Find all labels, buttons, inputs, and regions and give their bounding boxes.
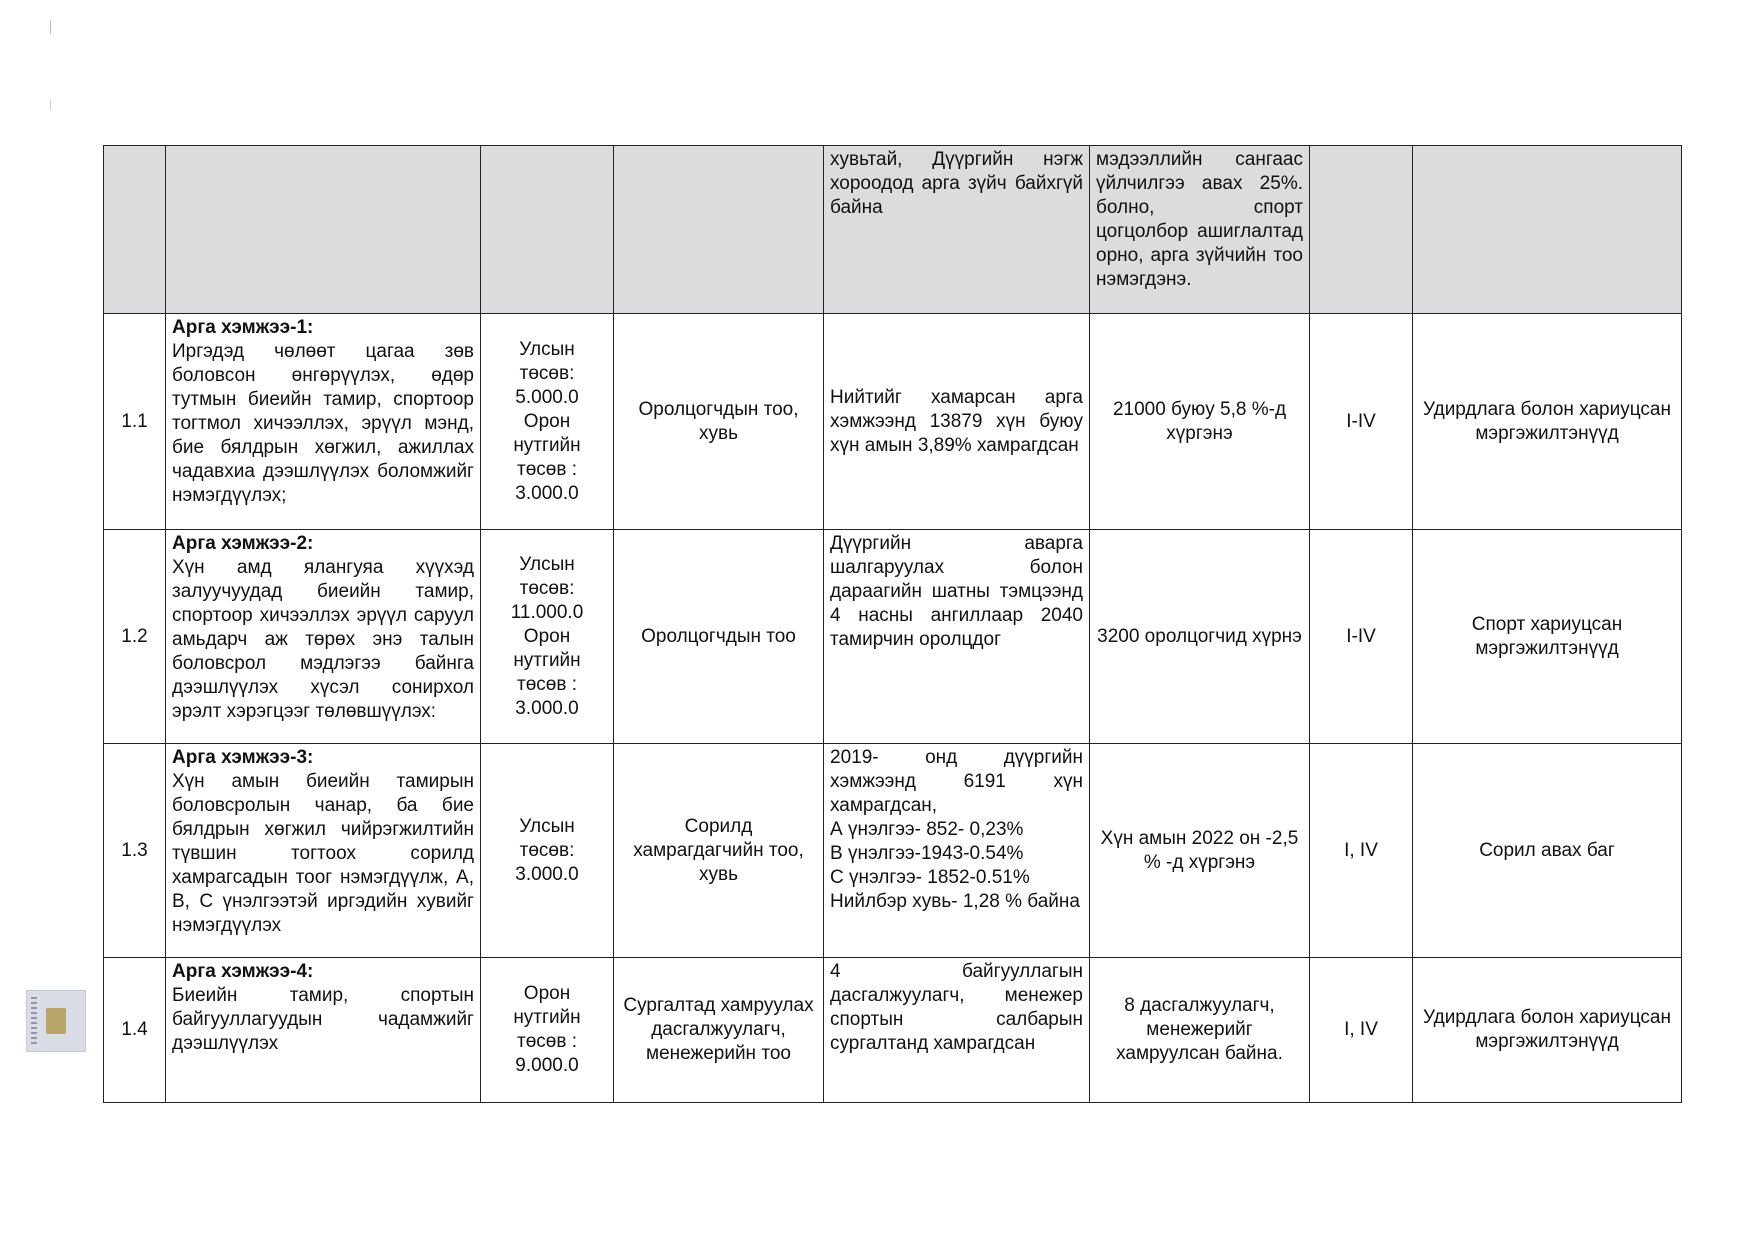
cell-target: 8 дасгалжуулагч, менежерийг хамруулсан байна. — [1090, 958, 1310, 1103]
budget-line: Улсын — [519, 553, 575, 575]
budget-line: 3.000.0 — [515, 697, 579, 719]
baseline-line: 2019- онд дүүргийн хэмжээнд 6191 хүн хамрагдсан, — [830, 747, 1083, 816]
cell-responsible: Спорт хариуцсан мэргэжилтэнүүд — [1413, 530, 1682, 744]
budget-line: төсөв: — [519, 577, 575, 599]
cell-description — [166, 314, 481, 530]
cell-period — [1310, 146, 1413, 314]
budget-line: Орон — [523, 625, 571, 647]
cell-no: 1.1 — [104, 314, 166, 530]
budget-line: төсөв: — [519, 839, 575, 861]
budget-line: нутгийн — [513, 434, 581, 456]
cell-budget — [481, 958, 614, 1103]
budget-line: Орон — [523, 410, 571, 432]
cell-period: I-IV — [1310, 530, 1413, 744]
baseline-line: Дүүргийн аварга шалгаруулах болон дараагийн шатны тэмцээнд 4 насны ангиллаар 2040 тамирчин оролцдог — [830, 533, 1083, 650]
baseline-line: Нийлбэр хувь- 1,28 % байна — [830, 891, 1080, 912]
activity-text: Иргэдэд чөлөөт цагаа зөв боловсон өнгөрүүлэх, өдөр тутмын биеийн тамир, спортоор тогтмол хичээллэх, эрүүл мэнд, бие бялдрын хөгжил, ажиллах чадавхиа дээшлүүлэх боломжийг нэмэгдүүлэх; — [172, 341, 474, 506]
cell-responsible: Удирдлага болон хариуцсан мэргэжилтэнүүд — [1413, 314, 1682, 530]
action-plan-table — [103, 145, 1682, 1103]
cell-target: 3200 оролцогчид хүрнэ — [1090, 530, 1310, 744]
activity-title: Арга хэмжээ-4: — [172, 961, 314, 982]
activity-title: Арга хэмжээ-3: — [172, 747, 314, 768]
budget-line: 11.000.0 — [510, 601, 584, 623]
cell-description — [166, 744, 481, 958]
cell-baseline — [824, 744, 1090, 958]
table-row-continued — [104, 146, 1682, 314]
budget-line: төсөв : — [517, 1031, 577, 1052]
cell-budget — [481, 146, 614, 314]
cell-no: 1.4 — [104, 958, 166, 1103]
cell-budget — [481, 744, 614, 958]
budget-line: 9.000.0 — [515, 1055, 579, 1076]
budget-line: төсөв : — [517, 458, 577, 480]
cell-target: 21000 буюу 5,8 %-д хүргэнэ — [1090, 314, 1310, 530]
budget-line: Улсын — [519, 815, 575, 837]
cell-indicator: Сорилд хамрагдагчийн тоо, хувь — [614, 744, 824, 958]
baseline-line: А үнэлгээ- 852- 0,23% — [830, 819, 1024, 840]
cell-no — [104, 146, 166, 314]
budget-line: 5.000.0 — [515, 386, 579, 408]
table-row — [104, 314, 1682, 530]
baseline-line: С үнэлгээ- 1852-0.51% — [830, 867, 1030, 888]
activity-text: Хүн амын биеийн тамирын боловсролын чанар, ба бие бялдрын хөгжил чийрэгжилтийн түвшин тогтоох сорилд хамрагсадын тоог нэмэгдүүлж, А, В, С үнэлгээтэй иргэдийн хувийг нэмэгдүүлэх — [172, 771, 474, 936]
scan-mark — [50, 100, 51, 110]
seal-text-strip — [31, 997, 37, 1045]
budget-line: төсөв : — [517, 673, 577, 695]
cell-responsible — [1413, 146, 1682, 314]
activity-text: Хүн амд ялангуяа хүүхэд залуучуудад биеийн тамир, спортоор хичээллэх эрүүл саруул амьдарч аж төрөх энэ талын боловсрол мэдлэгээ байнга дээшлүүлэх хүсэл сонирхол эрэлт хэрэгцээг төлөвшүүлэх: — [172, 557, 474, 722]
budget-line: нутгийн — [513, 1007, 581, 1028]
budget-line: 3.000.0 — [515, 482, 579, 504]
cell-baseline — [824, 958, 1090, 1103]
cell-baseline — [824, 314, 1090, 530]
budget-line: төсөв: — [519, 362, 575, 384]
seal-stamp — [26, 990, 86, 1052]
scan-mark — [50, 20, 51, 34]
cell-budget — [481, 314, 614, 530]
cell-description — [166, 958, 481, 1103]
baseline-line: 4 байгууллагын дасгалжуулагч, менежер спортын салбарын сургалтанд хамрагдсан — [830, 961, 1083, 1054]
budget-line: нутгийн — [513, 649, 581, 671]
cell-no: 1.3 — [104, 744, 166, 958]
cell-target: Хүн амын 2022 он -2,5 % -д хүргэнэ — [1090, 744, 1310, 958]
activity-text: Биеийн тамир, спортын байгууллагуудын чадамжийг дээшлүүлэх — [172, 985, 474, 1054]
cell-target: мэдээллийн сангаас үйлчилгээ авах 25%. болно, спорт цогцолбор ашиглалтад орно, арга зүйчийн тоо нэмэгдэнэ. — [1090, 146, 1310, 314]
activity-title: Арга хэмжээ-2: — [172, 533, 314, 554]
table-row — [104, 530, 1682, 744]
budget-line: Улсын — [519, 338, 575, 360]
budget-line: Орон — [523, 983, 571, 1004]
cell-description — [166, 146, 481, 314]
cell-indicator — [614, 146, 824, 314]
budget-line: 3.000.0 — [515, 863, 579, 885]
cell-baseline: хувьтай, Дүүргийн нэгж хороодод арга зүйч байхгүй байна — [824, 146, 1090, 314]
cell-description — [166, 530, 481, 744]
cell-budget — [481, 530, 614, 744]
cell-indicator: Оролцогчдын тоо — [614, 530, 824, 744]
table-row — [104, 744, 1682, 958]
activity-title: Арга хэмжээ-1: — [172, 317, 314, 338]
table-row — [104, 958, 1682, 1103]
baseline-line: В үнэлгээ-1943-0.54% — [830, 843, 1024, 864]
cell-period: I-IV — [1310, 314, 1413, 530]
cell-no: 1.2 — [104, 530, 166, 744]
cell-period: I, IV — [1310, 744, 1413, 958]
cell-indicator: Оролцогчдын тоо, хувь — [614, 314, 824, 530]
soyombo-emblem-icon — [46, 1008, 66, 1034]
cell-baseline — [824, 530, 1090, 744]
cell-responsible: Сорил авах баг — [1413, 744, 1682, 958]
baseline-line: Нийтийг хамарсан арга хэмжээнд 13879 хүн буюу хүн амын 3,89% хамрагдсан — [830, 386, 1083, 456]
cell-indicator: Сургалтад хамруулах дасгалжуулагч, менежерийн тоо — [614, 958, 824, 1103]
cell-period: I, IV — [1310, 958, 1413, 1103]
cell-responsible: Удирдлага болон хариуцсан мэргэжилтэнүүд — [1413, 958, 1682, 1103]
